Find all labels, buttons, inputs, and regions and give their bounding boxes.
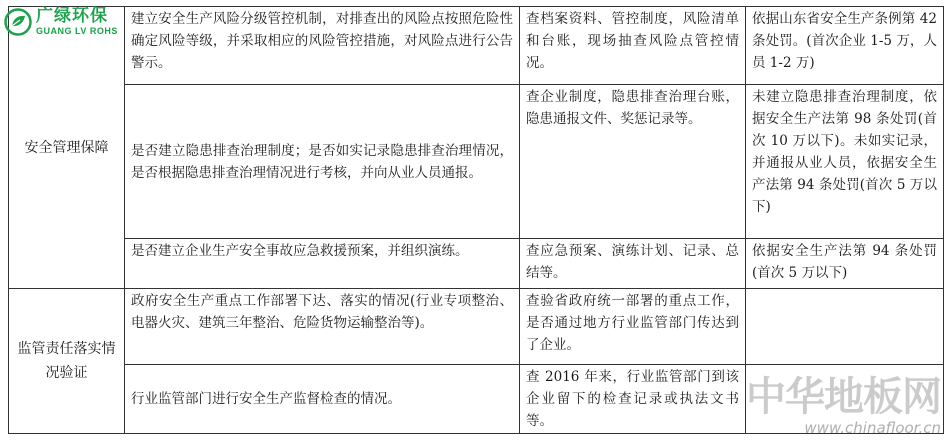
penalty-cell: 依据山东省安全生产条例第 42 条处罚。(首次企业 1-5 万，人员 1-2 万) xyxy=(746,7,944,85)
company-logo xyxy=(4,4,164,40)
content-cell: 行业监管部门进行安全生产监督检查的情况。 xyxy=(125,365,520,434)
penalty-cell xyxy=(746,289,944,365)
category-cell: 监管责任落实情况验证 xyxy=(9,289,125,434)
leaf-logo-icon xyxy=(4,8,32,36)
table-row xyxy=(9,365,944,434)
penalty-cell xyxy=(746,365,944,434)
content-cell: 是否建立企业生产安全事故应急救援预案，并组织演练。 xyxy=(125,239,520,289)
watermark-name: 中华地板网 xyxy=(746,374,941,420)
table-row xyxy=(9,85,944,239)
logo-name-cn: 广绿环保 xyxy=(36,6,108,26)
method-cell: 查企业制度，隐患排查治理台账，隐患通报文件、奖惩记录等。 xyxy=(520,85,746,239)
inspection-table xyxy=(8,6,944,434)
category-cell: 安全管理保障 xyxy=(9,7,125,289)
content-cell: 建立安全生产风险分级管控机制，对排查出的风险点按照危险性确定风险等级，并采取相应的风险管控措施，对风险点进行公告警示。 xyxy=(125,7,520,85)
watermark-url: www.chinafloor.cn xyxy=(804,419,941,437)
table-row xyxy=(9,289,944,365)
logo-name-en: GUANG LV ROHS xyxy=(36,26,118,36)
method-cell: 查应急预案、演练计划、记录、总结等。 xyxy=(520,239,746,289)
method-cell: 查档案资料、管控制度，风险清单和台账，现场抽查风险点管控情况。 xyxy=(520,7,746,85)
table-row xyxy=(9,239,944,289)
penalty-cell: 未建立隐患排查治理制度，依据安全生产法第 98 条处罚(首次 10 万以下)。未如实记录，并通报从业人员，依据安全生产法第 94 条处罚(首次 5 万以下) xyxy=(746,85,944,239)
method-cell: 查 2016 年来，行业监管部门到该企业留下的检查记录或执法文书等。 xyxy=(520,365,746,434)
content-cell: 政府安全生产重点工作部署下达、落实的情况(行业专项整治、电器火灾、建筑三年整治、危险货物运输整治等)。 xyxy=(125,289,520,365)
penalty-cell: 依据安全生产法第 94 条处罚 (首次 5 万以下) xyxy=(746,239,944,289)
content-cell: 是否建立隐患排查治理制度；是否如实记录隐患排查治理情况，是否根据隐患排查治理情况进行考核，并向从业人员通报。 xyxy=(125,85,520,239)
method-cell: 查验省政府统一部署的重点工作，是否通过地方行业监管部门传达到了企业。 xyxy=(520,289,746,365)
